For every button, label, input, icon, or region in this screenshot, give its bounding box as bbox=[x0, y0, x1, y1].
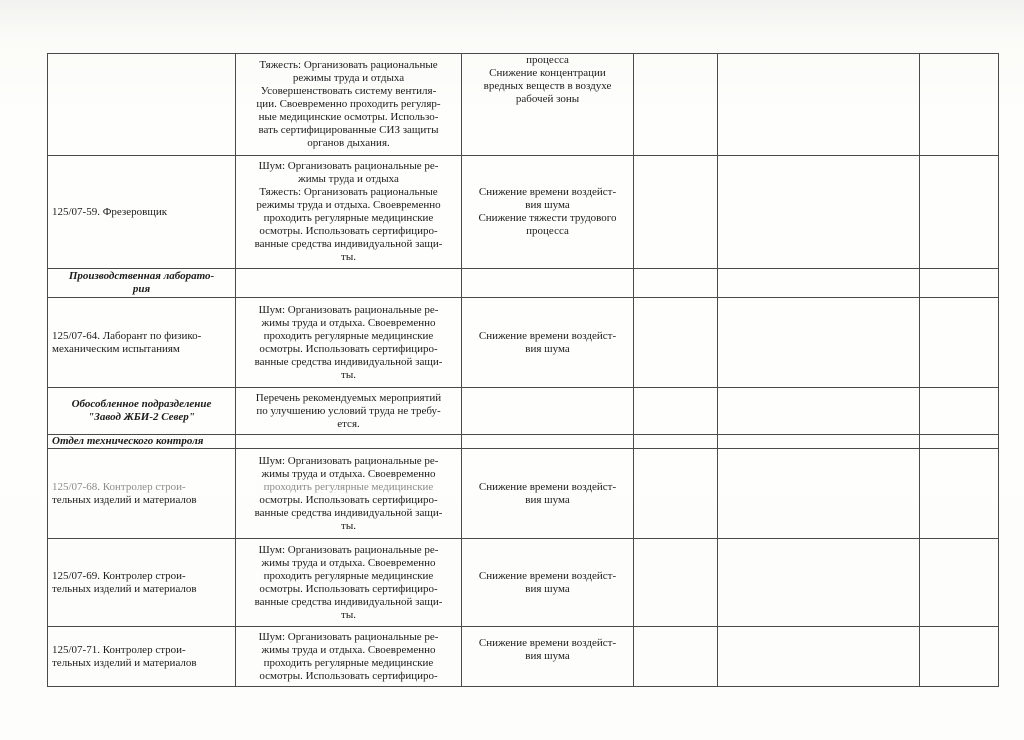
goal-cell: Снижение времени воздейст- вия шума Снижение тяжести трудового процесса bbox=[462, 156, 634, 269]
empty-cell bbox=[920, 449, 999, 539]
table-row bbox=[48, 539, 999, 627]
measures-cell: Тяжесть: Организовать рациональные режимы труда и отдыха Усовершенствовать систему вентиля- ции. Своевременно проходить регуляр- ные медицинские осмотры. Использо- вать сертифицированные СИЗ защиты органов дыхания. bbox=[236, 54, 462, 156]
empty-cell bbox=[718, 298, 920, 388]
empty-cell bbox=[718, 54, 920, 156]
empty-cell bbox=[920, 435, 999, 449]
workplace-cell: 125/07-59. Фрезеровщик bbox=[48, 156, 236, 269]
goal-cell: Снижение времени воздейст- вия шума bbox=[462, 627, 634, 687]
empty-cell bbox=[718, 388, 920, 435]
empty-cell bbox=[634, 539, 718, 627]
measures-cell: Шум: Организовать рациональные ре- жимы труда и отдыха. Своевременно проходить регулярные медицинские осмотры. Использовать сертифициро- ванные средства индивидуальной защи- ты. bbox=[236, 539, 462, 627]
empty-cell bbox=[462, 388, 634, 435]
empty-cell bbox=[236, 269, 462, 298]
empty-cell bbox=[718, 627, 920, 687]
workplace-cell: 125/07-71. Контролер строи- тельных изделий и материалов bbox=[48, 627, 236, 687]
empty-cell bbox=[634, 298, 718, 388]
empty-cell bbox=[634, 156, 718, 269]
empty-cell bbox=[462, 269, 634, 298]
empty-cell bbox=[462, 435, 634, 449]
empty-cell bbox=[634, 449, 718, 539]
empty-cell bbox=[634, 54, 718, 156]
measures-cell: Перечень рекомендуемых мероприятий по улучшению условий труда не требу- ется. bbox=[236, 388, 462, 435]
empty-cell bbox=[920, 269, 999, 298]
empty-cell bbox=[634, 627, 718, 687]
table-row bbox=[48, 388, 999, 435]
table-row bbox=[48, 298, 999, 388]
empty-cell bbox=[920, 388, 999, 435]
table-row bbox=[48, 269, 999, 298]
empty-cell bbox=[718, 435, 920, 449]
measures-cell: Шум: Организовать рациональные ре- жимы труда и отдыха. Своевременно проходить регулярные медицинские осмотры. Использовать сертифициро- ванные средства индивидуальной защи- ты. bbox=[236, 449, 462, 539]
empty-cell bbox=[920, 156, 999, 269]
table-row bbox=[48, 435, 999, 449]
workplace-cell: 125/07-64. Лаборант по физико- механическим испытаниям bbox=[48, 298, 236, 388]
empty-cell bbox=[718, 449, 920, 539]
table-row bbox=[48, 449, 999, 539]
workplace-cell: 125/07-69. Контролер строи- тельных изделий и материалов bbox=[48, 539, 236, 627]
goal-cell: Снижение времени воздейст- вия шума bbox=[462, 539, 634, 627]
empty-cell bbox=[920, 298, 999, 388]
table-row bbox=[48, 156, 999, 269]
section-header-lab: Производственная лаборато- рия bbox=[48, 269, 236, 298]
empty-cell bbox=[718, 539, 920, 627]
subdivision-header: Обособленное подразделение "Завод ЖБИ-2 Север" bbox=[48, 388, 236, 435]
empty-cell bbox=[718, 156, 920, 269]
workplace-cell bbox=[48, 54, 236, 156]
measures-cell: Шум: Организовать рациональные ре- жимы труда и отдыха Тяжесть: Организовать рациональные режимы труда и отдыха. Своевременно проходить регулярные медицинские осмотры. Использовать сертифициро- ванные средства индивидуальной защи- ты. bbox=[236, 156, 462, 269]
empty-cell bbox=[920, 627, 999, 687]
workplace-cell: 125/07-68. Контролер строи- тельных изделий и материалов bbox=[48, 449, 236, 539]
empty-cell bbox=[920, 539, 999, 627]
goal-cell: Снижение времени воздейст- вия шума bbox=[462, 449, 634, 539]
table-row bbox=[48, 54, 999, 156]
section-header-otk: Отдел технического контроля bbox=[48, 435, 236, 449]
empty-cell bbox=[236, 435, 462, 449]
goal-cell: Снижение времени воздейст- вия шума bbox=[462, 298, 634, 388]
measures-cell: Шум: Организовать рациональные ре- жимы труда и отдыха. Своевременно проходить регулярные медицинские осмотры. Использовать сертифициро- bbox=[236, 627, 462, 687]
empty-cell bbox=[920, 54, 999, 156]
goal-cell: процесса Снижение концентрации вредных веществ в воздухе рабочей зоны bbox=[462, 54, 634, 156]
empty-cell bbox=[718, 269, 920, 298]
empty-cell bbox=[634, 269, 718, 298]
table-row bbox=[48, 627, 999, 687]
empty-cell bbox=[634, 435, 718, 449]
measures-cell: Шум: Организовать рациональные ре- жимы труда и отдыха. Своевременно проходить регулярные медицинские осмотры. Использовать сертифициро- ванные средства индивидуальной защи- ты. bbox=[236, 298, 462, 388]
empty-cell bbox=[634, 388, 718, 435]
working-conditions-measures-table bbox=[47, 53, 999, 687]
